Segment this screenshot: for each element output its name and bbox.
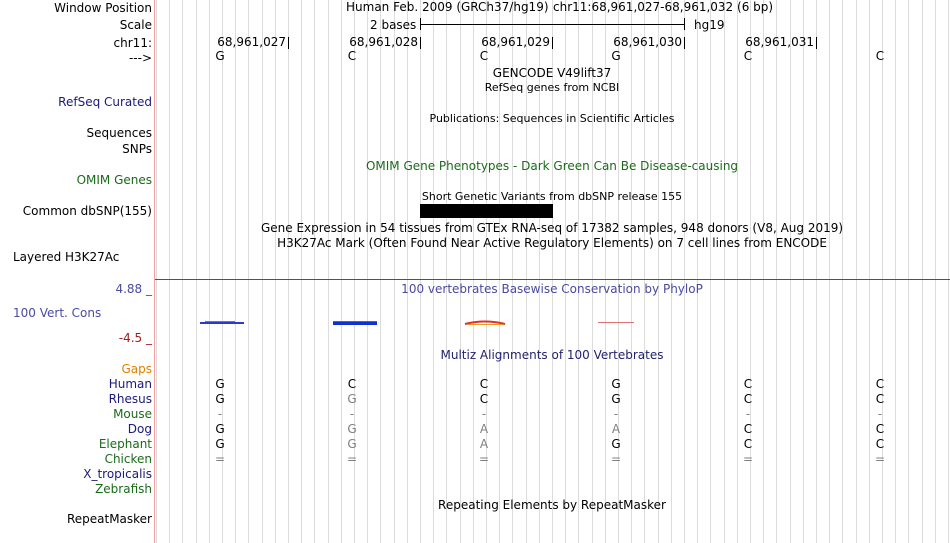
gridline [908, 0, 909, 543]
phylop-bar-3-base [467, 324, 503, 325]
dbsnp-title: Short Genetic Variants from dbSNP release 155 [421, 190, 683, 203]
alignment-base: G [611, 437, 621, 451]
gridline [473, 0, 474, 543]
track-label-dbsnp[interactable]: Common dbSNP(155) [22, 204, 152, 218]
species-label[interactable]: X_tropicalis [83, 467, 152, 481]
alignment-base: G [215, 377, 225, 391]
scale-db: hg19 [694, 18, 725, 32]
scale-bar-right-cap [684, 18, 685, 30]
gridline [182, 0, 183, 543]
coordinate-tick [420, 37, 421, 49]
gridline [644, 0, 645, 543]
gridline [658, 0, 659, 543]
h3k27ac-baseline [155, 279, 950, 280]
alignment-base: C [743, 422, 753, 436]
track-label-gaps[interactable]: Gaps [121, 362, 152, 376]
gridline [948, 0, 949, 543]
track-label-omim[interactable]: OMIM Genes [76, 173, 152, 187]
alignment-base: G [215, 392, 225, 406]
gridline [829, 0, 830, 543]
alignment-base: C [875, 437, 885, 451]
gridline [631, 0, 632, 543]
gridline [169, 0, 170, 543]
track-label-h3k27ac[interactable]: Layered H3K27Ac [13, 250, 120, 264]
track-label-snps[interactable]: SNPs [122, 142, 152, 156]
species-label[interactable]: Dog [127, 422, 152, 436]
alignment-base: - [481, 407, 487, 421]
alignment-base: = [479, 452, 490, 466]
alignment-base: C [479, 392, 489, 406]
coordinate-label: 68,961,031 [745, 35, 814, 49]
reference-base: G [611, 49, 621, 63]
sequences-title: Publications: Sequences in Scientific Articles [429, 112, 675, 125]
alignment-base: = [743, 452, 754, 466]
alignment-base: G [347, 422, 357, 436]
strand-label: ---> [128, 51, 152, 65]
gridline [407, 0, 408, 543]
track-image[interactable] [155, 0, 950, 543]
gridline [816, 0, 817, 543]
gridline [684, 0, 685, 543]
alignment-base: A [479, 422, 489, 436]
track-label-sequences[interactable]: Sequences [86, 126, 152, 140]
alignment-base: C [743, 437, 753, 451]
h3k27ac-title: H3K27Ac Mark (Often Found Near Active Regulatory Elements) on 7 cell lines from ENCODE [277, 236, 827, 250]
gridline [697, 0, 698, 543]
alignment-base: A [479, 437, 489, 451]
gridline [248, 0, 249, 543]
alignment-base: C [743, 377, 753, 391]
alignment-base: C [875, 392, 885, 406]
alignment-base: - [877, 407, 883, 421]
reference-base: C [479, 49, 489, 63]
alignment-base: G [611, 377, 621, 391]
gridline [433, 0, 434, 543]
refseq-title: RefSeq genes from NCBI [484, 81, 620, 94]
gridline [380, 0, 381, 543]
dbsnp-variant-block[interactable] [420, 204, 553, 218]
coordinate-tick [684, 37, 685, 49]
alignment-base: C [347, 377, 357, 391]
coordinate-label: 68,961,027 [217, 35, 286, 49]
window-position: chr11:68,961,027-68,961,032 (6 bp) [553, 0, 774, 14]
omim-title: OMIM Gene Phenotypes - Dark Green Can Be Disease-causing [365, 159, 739, 173]
gridline [790, 0, 791, 543]
gridline [420, 0, 421, 543]
gridline [341, 0, 342, 543]
window-position-label: Window Position [54, 1, 152, 15]
coordinate-label: 68,961,029 [481, 35, 550, 49]
gridline [724, 0, 725, 543]
scale-bar [420, 24, 684, 25]
gridline [842, 0, 843, 543]
alignment-base: C [479, 377, 489, 391]
gridline [288, 0, 289, 543]
gridline [737, 0, 738, 543]
gridline [301, 0, 302, 543]
gridline [710, 0, 711, 543]
alignment-base: - [349, 407, 355, 421]
scale-text: 2 bases [370, 18, 417, 32]
gridline [328, 0, 329, 543]
alignment-base: G [347, 392, 357, 406]
species-label[interactable]: Human [108, 377, 152, 391]
alignment-base: G [347, 437, 357, 451]
track-label-repeatmasker[interactable]: RepeatMasker [66, 512, 152, 526]
track-labels [0, 0, 154, 543]
gridline [446, 0, 447, 543]
track-label-refseq[interactable]: RefSeq Curated [58, 95, 152, 109]
gridline [776, 0, 777, 543]
alignment-base: = [611, 452, 622, 466]
species-label[interactable]: Chicken [104, 452, 152, 466]
coordinate-tick [288, 37, 289, 49]
coordinate-tick [816, 37, 817, 49]
phylop-min-label: -4.5 _ [118, 331, 152, 345]
scale-label: Scale [119, 18, 152, 32]
reference-base: C [875, 49, 885, 63]
gridline [394, 0, 395, 543]
multiz-title: Multiz Alignments of 100 Vertebrates [440, 348, 664, 362]
phylop-max-label: 4.88 _ [115, 282, 152, 296]
gridline [235, 0, 236, 543]
gridline [856, 0, 857, 543]
phylop-title: 100 vertebrates Basewise Conservation by PhyloP [401, 282, 703, 296]
species-label[interactable]: Zebrafish [95, 482, 152, 496]
phylop-plot [155, 315, 950, 331]
species-label[interactable]: Mouse [113, 407, 152, 421]
reference-base: C [347, 49, 357, 63]
alignment-base: A [611, 422, 621, 436]
track-label-phylop[interactable]: 100 Vert. Cons [13, 306, 102, 320]
alignment-base: G [611, 392, 621, 406]
species-label[interactable]: Rhesus [108, 392, 152, 406]
phylop-bar-4 [598, 322, 634, 323]
species-label[interactable]: Elephant [98, 437, 152, 451]
alignment-base: G [215, 422, 225, 436]
phylop-bar-2 [333, 322, 377, 325]
alignment-base: C [875, 377, 885, 391]
gridline [671, 0, 672, 543]
phylop-bar-1 [200, 322, 244, 324]
repeatmasker-title: Repeating Elements by RepeatMasker [438, 498, 666, 512]
phylop-bar-1-top [205, 321, 235, 322]
alignment-base: - [217, 407, 223, 421]
gridline [460, 0, 461, 543]
gridline [895, 0, 896, 543]
chr-label: chr11: [113, 36, 152, 50]
alignment-base: - [613, 407, 619, 421]
gridline [275, 0, 276, 543]
gridline [156, 0, 157, 543]
alignment-base: G [215, 437, 225, 451]
coordinate-tick [552, 37, 553, 49]
reference-base: C [743, 49, 753, 63]
reference-base: G [215, 49, 225, 63]
phylop-bar-3 [465, 322, 505, 325]
gridline [367, 0, 368, 543]
gencode-title[interactable]: GENCODE V49lift37 [492, 66, 612, 80]
gridline [262, 0, 263, 543]
gridline [196, 0, 197, 543]
gridline [763, 0, 764, 543]
gtex-title: Gene Expression in 54 tissues from GTEx RNA-seq of 17382 samples, 948 donors (V8, Aug 2019) [260, 221, 844, 235]
alignment-base: C [875, 422, 885, 436]
gridline [869, 0, 870, 543]
gridline [209, 0, 210, 543]
alignment-base: C [743, 392, 753, 406]
alignment-base: - [745, 407, 751, 421]
alignment-base: = [347, 452, 358, 466]
coordinate-label: 68,961,028 [349, 35, 418, 49]
gridline [314, 0, 315, 543]
alignment-base: = [215, 452, 226, 466]
alignment-base: = [875, 452, 886, 466]
phylop-bar-2-top [333, 321, 377, 322]
coordinate-label: 68,961,030 [613, 35, 682, 49]
gridline [922, 0, 923, 543]
gridline [803, 0, 804, 543]
gridline [935, 0, 936, 543]
assembly-name: Human Feb. 2009 (GRCh37/hg19) [346, 0, 549, 14]
